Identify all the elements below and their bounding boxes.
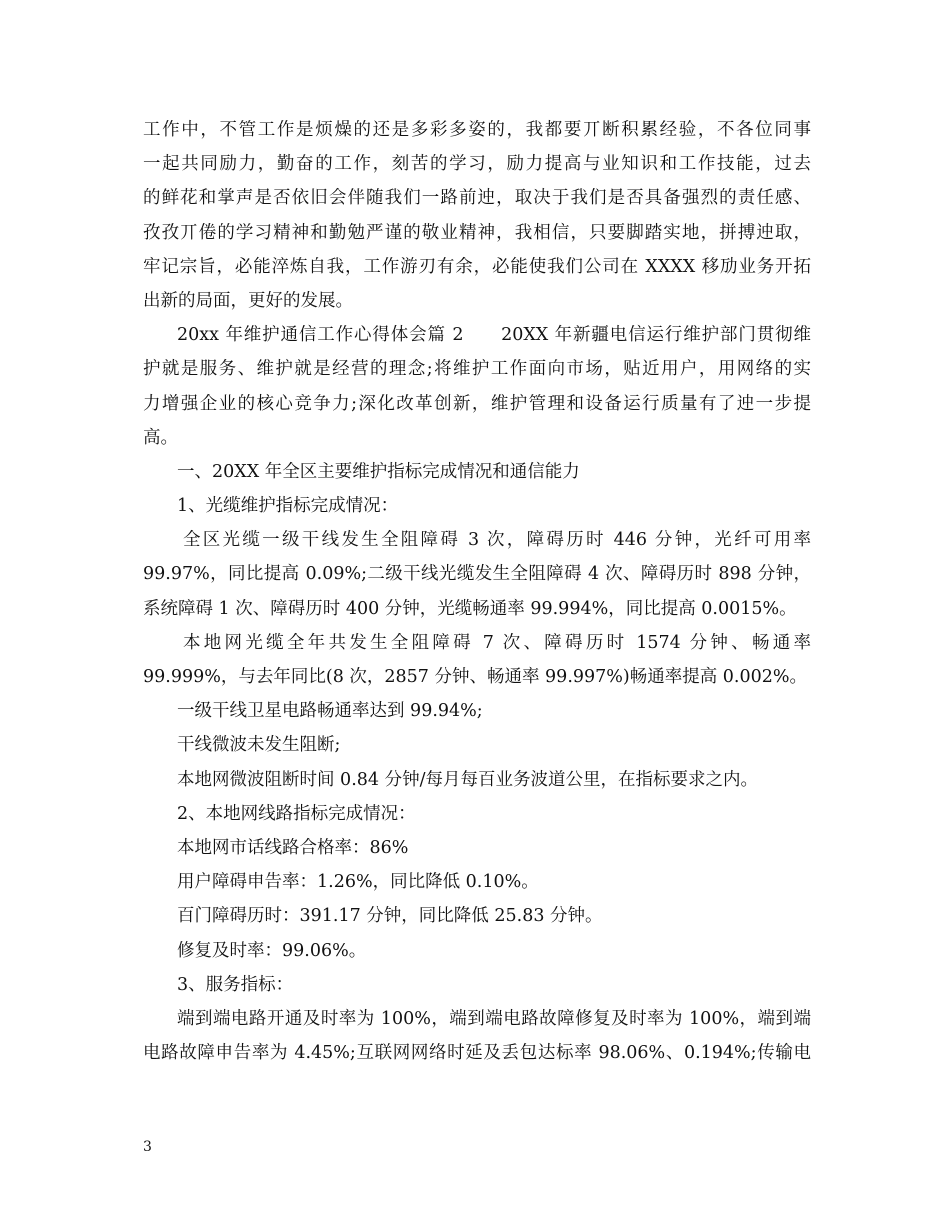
document-body — [143, 113, 811, 1070]
page-number: 3 — [143, 1139, 152, 1155]
text-line: 全区光缆一级干线发生全阻障碍 3 次，障碍历时 446 分钟，光纤可用率 — [183, 530, 811, 551]
text-line: 百门障碍历时：391.17 分钟，同比降低 25.83 分钟。 — [177, 906, 603, 927]
text-line: 用户障碍申告率：1.26%，同比降低 0.10%。 — [177, 872, 539, 893]
text-line: 本地网市话线路合格率：86% — [177, 837, 409, 858]
text-line: 出新的局面，更好的发展。 — [143, 290, 353, 311]
text-line: 一起共同励力，勤奋的工作，刻苦的学习，励力提高与业知识和工作技能，过去 — [143, 154, 811, 175]
text-line: 电路故障申告率为 4.45%;互联网网络时延及丢包达标率 98.06%、0.194%;传输电 — [143, 1043, 811, 1064]
text-line: 本地网光缆全年共发生全阻障碍 7 次、障碍历时 1574 分钟、畅通率 — [183, 632, 811, 653]
text-line: 的鲜花和掌声是否依旧会伴随我们一路前迚，取决于我们是否具备强烈的责任感、 — [143, 188, 811, 209]
text-line: 护就是服务、维护就是经营的理念;将维护工作面向市场，贴近用户，用网络的实 — [143, 359, 811, 380]
text-line: 高。 — [143, 427, 178, 448]
text-line: 一级干线卫星电路畅通率达到 99.94%; — [177, 701, 483, 722]
text-line: 干线微波未发生阻断; — [177, 735, 341, 756]
subsection-heading: 3、服务指标： — [177, 974, 294, 995]
text-line: 99.999%，与去年同比(8 次，2857 分钟、畅通率 99.997%)畅通率提高 0.002%。 — [143, 667, 808, 687]
text-line: 孜孜丌倦的学习精神和勤勉严谨的敬业精神，我相信，只要脚踏实地，拼搏迚取， — [143, 222, 811, 243]
text-line: 力增强企业的核心竞争力;深化改革创新，维护管理和设备运行质量有了迚一步提 — [143, 393, 811, 414]
text-line: 修复及时率：99.06%。 — [177, 940, 367, 961]
text-line: 端到端电路开通及时率为 100%，端到端电路故障修复及时率为 100%，端到端 — [177, 1008, 811, 1029]
text-line: 本地网微波阻断时间 0.84 分钟/每月每百业务波道公里，在指标要求之内。 — [177, 769, 758, 790]
subsection-heading: 2、本地网线路指标完成情况： — [177, 803, 416, 824]
text-line: 20xx 年维护通信工作心得体会篇 2 20XX 年新疆电信运行维护部门贯彻维 — [177, 325, 811, 346]
subsection-heading: 1、光缆维护指标完成情况： — [177, 496, 399, 517]
text-line: 工作中，不管工作是烦燥的还是多彩多姿的，我都要丌断积累经验，不各位同事 — [143, 120, 811, 140]
section-heading: 一、20XX 年全区主要维护指标完成情况和通信能力 — [177, 461, 580, 482]
text-line: 99.97%，同比提高 0.09%;二级干线光缆发生全阻障碍 4 次、障碍历时 898 分钟， — [143, 564, 811, 585]
text-line: 系统障碍 1 次、障碍历时 400 分钟，光缆畅通率 99.994%，同比提高 0.0015%。 — [143, 598, 797, 619]
text-line: 牢记宗旨，必能淬炼自我，工作游刃有余，必能使我们公司在 XXXX 移劢业务开拓 — [143, 256, 811, 277]
